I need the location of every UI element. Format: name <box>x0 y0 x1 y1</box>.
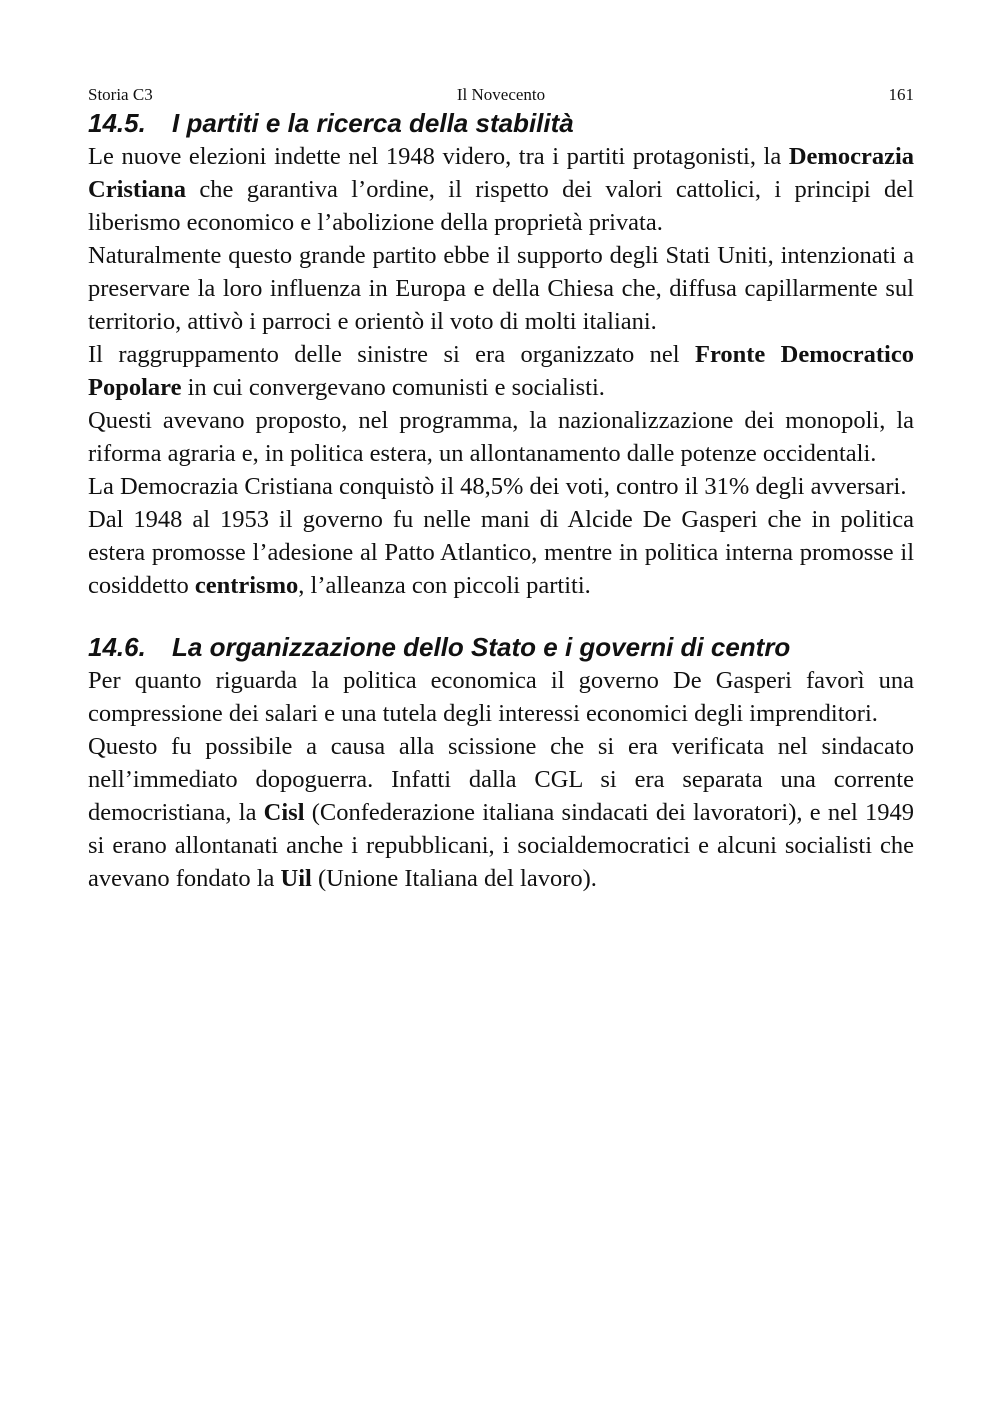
paragraph <box>88 338 914 404</box>
header-center: Il Novecento <box>456 85 546 104</box>
paragraph <box>88 140 914 239</box>
bold-term: Cisl <box>263 799 305 826</box>
text-run: , l’alleanza con piccoli partiti. <box>298 572 591 599</box>
text-run: in cui convergevano comunisti e socialisti. <box>181 374 605 401</box>
page-number: 161 <box>888 85 914 104</box>
bold-term: Democrazia Cristiana <box>88 143 914 203</box>
paragraph: Naturalmente questo grande partito ebbe il supporto degli Stati Uniti, intenzionati a preservare la loro influenza in Europa e della Chiesa che, diffusa capillarmente sul territorio, attivò i parroci e orientò il voto di molti italiani. <box>88 242 914 335</box>
text-run: Dal 1948 al 1953 il governo fu nelle mani di Alcide De Gasperi che in politica estera promosse l’adesione al Patto Atlantico, mentre in politica interna promosse il cosiddetto <box>88 506 914 599</box>
text-run: (Confederazione italiana sindacati dei lavoratori), e nel 1949 si erano allontanati anche i repubblicani, i socialdemocratici e alcuni socialisti che avevano fondato la <box>88 799 914 892</box>
document-page <box>88 84 914 895</box>
bold-term: centrismo <box>194 572 299 599</box>
text-run: (Unione Italiana del lavoro). <box>311 865 597 892</box>
section-title: I partiti e la ricerca della stabilità <box>172 108 574 138</box>
paragraph: Questi avevano proposto, nel programma, la nazionalizzazione dei monopoli, la riforma agraria e, in politica estera, un allontanamento dalle potenze occidentali. <box>88 407 914 467</box>
section-number: 14.6. <box>88 632 146 662</box>
paragraph <box>88 503 914 602</box>
paragraph: La Democrazia Cristiana conquistò il 48,5% dei voti, contro il 31% degli avversari. <box>88 473 907 500</box>
section-heading-14-6 <box>88 630 914 664</box>
bold-term: Uil <box>280 865 312 892</box>
text-run: che garantiva l’ordine, il rispetto dei valori cattolici, i principi del liberismo economico e l’abolizione della proprietà privata. <box>88 176 914 236</box>
bold-term: Fronte Democratico Popolare <box>88 341 914 401</box>
text-run: Le nuove elezioni indette nel 1948 videro, tra i partiti protagonisti, la <box>88 143 789 170</box>
section-heading-14-5 <box>88 106 914 140</box>
section-number: 14.5. <box>88 108 146 138</box>
text-run: Il raggruppamento delle sinistre si era organizzato nel <box>88 341 695 368</box>
paragraph <box>88 730 914 895</box>
header-left: Storia C3 <box>88 85 153 104</box>
running-header <box>88 84 914 106</box>
text-run: Questo fu possibile a causa alla scissione che si era verificata nel sindacato nell’immediato dopoguerra. Infatti dalla CGL si era separata una corrente democristiana, la <box>88 733 914 826</box>
section-title: La organizzazione dello Stato e i governi di centro <box>172 632 791 662</box>
paragraph: Per quanto riguarda la politica economica il governo De Gasperi favorì una compressione dei salari e una tutela degli interessi economici degli imprenditori. <box>88 667 914 727</box>
